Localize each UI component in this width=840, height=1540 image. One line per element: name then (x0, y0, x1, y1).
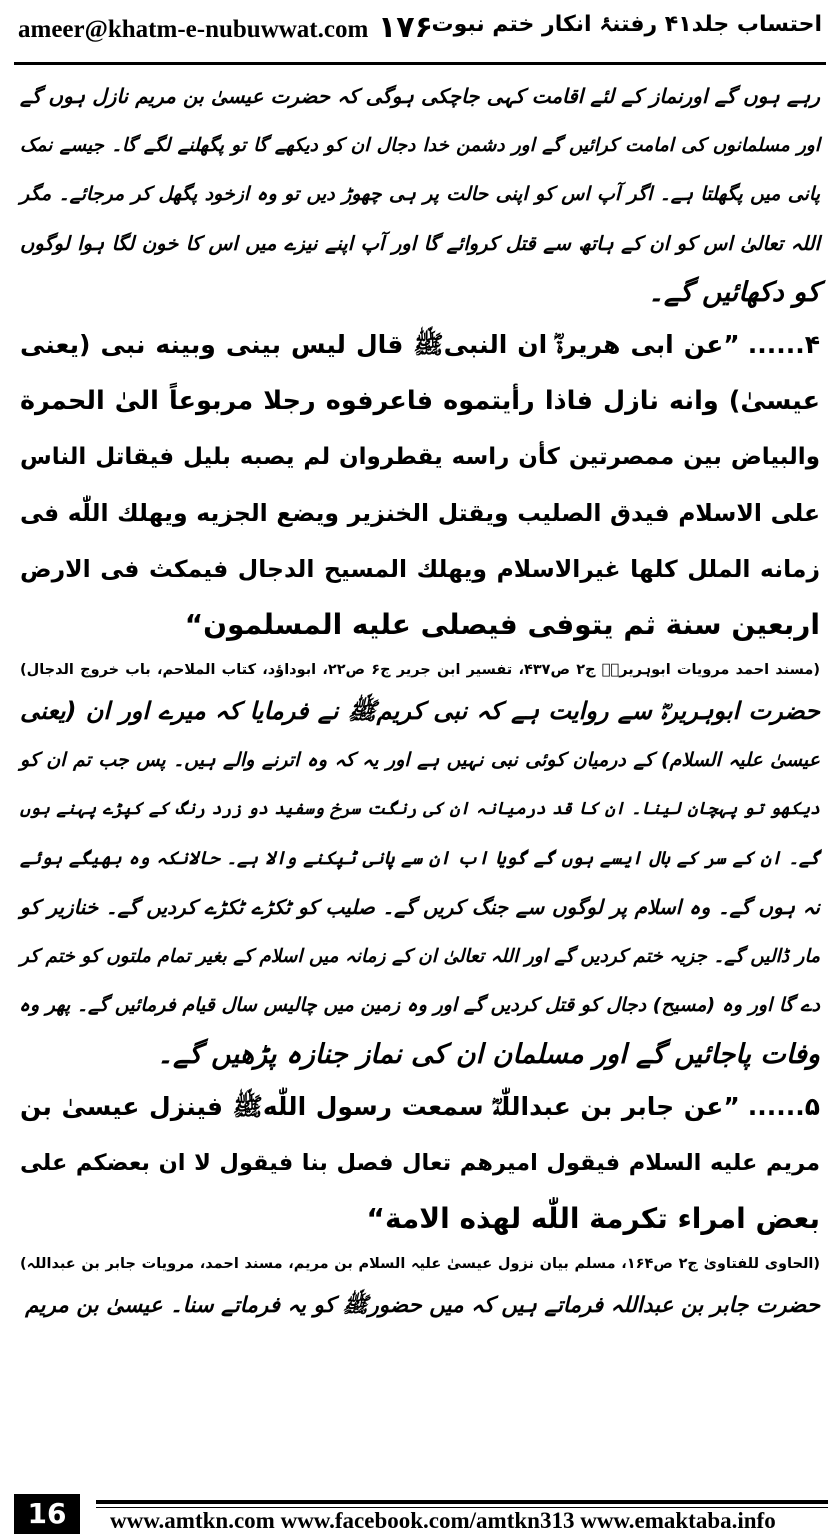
page-footer (0, 1486, 840, 1540)
paragraph-urdu-4 (20, 687, 820, 1079)
text-line: زمانه الملل كلها غيرالاسلام ويهلك المسيح الدجال فيمكث فی الارض (20, 555, 820, 583)
reference-4: (مسند احمد مرویات ابوہریرہؓ ج۲ ص۴۳۷، تفسیر ابن جریر ج۶ ص۲۲، ابوداؤد، کتاب الملاحم، باب خروج الدجال) (20, 662, 820, 678)
text-line: بعض امراء تكرمة اللّٰه لهذه الامة“ (366, 1202, 820, 1235)
text-line: مريم عليه السلام فيقول اميرهم تعال فصل بنا فيقول لا ان بعضكم علی (20, 1150, 820, 1176)
text-line: اربعين سنة ثم يتوفی فيصلی عليه المسلمون“ (184, 608, 820, 641)
header-email: ameer@khatm-e-nubuwwat.com (18, 16, 369, 43)
text-line: کو دکھائیں گے۔ (648, 277, 820, 308)
paragraph-urdu-5 (20, 1281, 820, 1330)
hadith-4-arabic (20, 317, 820, 653)
header-rule (14, 62, 826, 65)
header-page-number: ۱۷۶ (378, 10, 433, 45)
text-line: عیسیٰ علیہ السلام) کے درمیان کوئی نبی نہیں ہے اور یہ کہ وہ اترنے والے ہیں۔ پس جب تم ان کو (20, 749, 820, 771)
text-line: حضرت جابر بن عبداللہ فرماتے ہیں کہ میں حضورﷺ کو یہ فرماتے سنا۔ عیسیٰ بن مریم (25, 1293, 820, 1318)
text-line: پانی میں پگھلتا ہے۔ اگر آپ اس کو اپنی حالت پر ہی چھوڑ دیں تو وہ ازخود پگھل کر مرجائے۔ مگر (20, 183, 820, 205)
page-header (0, 0, 840, 62)
hadith-number: ۴...... (747, 330, 820, 359)
text-line: حضرت ابوہریرہؓ سے روایت ہے کہ نبی کریمﷺ نے فرمایا کہ میرے اور ان (یعنی (20, 697, 820, 725)
reference-5: (الحاوی للفتاویٰ ج۲ ص۱۶۴، مسلم بیان نزول عیسیٰ علیہ السلام بن مریم، مسند احمد، مرویات جابر بن عبداللہ) (20, 1256, 820, 1272)
text-line: ۴......”عن ابی هريرةؓ ان النبیﷺ قال ليس بينی وبينه نبی (يعنی (20, 330, 820, 359)
text-line: نہ ہوں گے۔ وہ اسلام پر لوگوں سے جنگ کریں گے۔ صلیب کو ٹکڑے ٹکڑے کردیں گے۔ خنازیر کو (20, 895, 820, 919)
footer-websites: www.amtkn.com www.facebook.com/amtkn313 www.emaktaba.info (110, 1508, 776, 1533)
hadith-number: ۵...... (747, 1092, 820, 1121)
text-line: عيسیٰ) وانه نازل فاذا رأيتموه فاعرفوه رجلا مربوعاً الیٰ الحمرة (20, 386, 820, 416)
paragraph-urdu-1 (20, 72, 820, 317)
text-line: دیکھو تو پہچان لینا۔ ان کا قد درمیانہ ان کی رنگت سرخ وسفید دو زرد رنگ کے کپڑے پہنے ہوں (20, 799, 820, 819)
text-line: دے گا اور وہ (مسیح) دجال کو قتل کردیں گے اور وہ زمین میں چالیس سال قیام فرمائیں گے۔ پھر وہ (18, 994, 820, 1016)
hadith-5-arabic (20, 1079, 820, 1247)
text-line: وفات پاجائیں گے اور مسلمان ان کی نماز جنازہ پڑھیں گے۔ (157, 1039, 820, 1070)
text-line: رہے ہوں گے اورنماز کے لئے اقامت کہی جاچکی ہوگی کہ حضرت عیسیٰ بن مریم نازل ہوں گے (20, 84, 820, 108)
text-line: ۵......”عن جابر بن عبداللّٰهؓ سمعت رسول اللّٰهﷺ فينزل عيسیٰ بن (20, 1092, 820, 1121)
text-line: والبياض بين ممصرتين كأن راسه يقطروان لم يصبه بليل فيقاتل الناس (20, 444, 820, 470)
text-line: اللہ تعالیٰ اس کو ان کے ہاتھ سے قتل کروائے گا اور آپ اپنے نیزے میں اس کا خون لگا ہوا لوگوں (20, 232, 820, 255)
text-line: مار ڈالیں گے۔ جزیہ ختم کردیں گے اور اللہ تعالیٰ ان کے زمانہ میں اسلام کے بغیر تمام ملتوں کو ختم کر (20, 946, 820, 967)
header-series-title: احتساب جلد۴۱ رفتنۂ انکار ختم نبوت (431, 12, 822, 37)
text-line: گے۔ ان کے سر کے بال ایسے ہوں گے گویا اب ان سے پانی ٹپکنے والا ہے۔ حالانکہ وہ بھیگے ہوئے (20, 848, 820, 869)
footer-rule (96, 1500, 828, 1504)
page-body (20, 72, 820, 1330)
text-line: علی الاسلام فيدق الصليب ويقتل الخنزير ويضع الجزيه ويهلك اللّٰه فی (20, 499, 820, 527)
text-line: اور مسلمانوں کی امامت کرائیں گے اور دشمن خدا دجال ان کو دیکھے گا تو پگھلنے لگے گا۔ جیسے نمک (20, 135, 820, 156)
footer-page-number: 16 (14, 1494, 80, 1534)
